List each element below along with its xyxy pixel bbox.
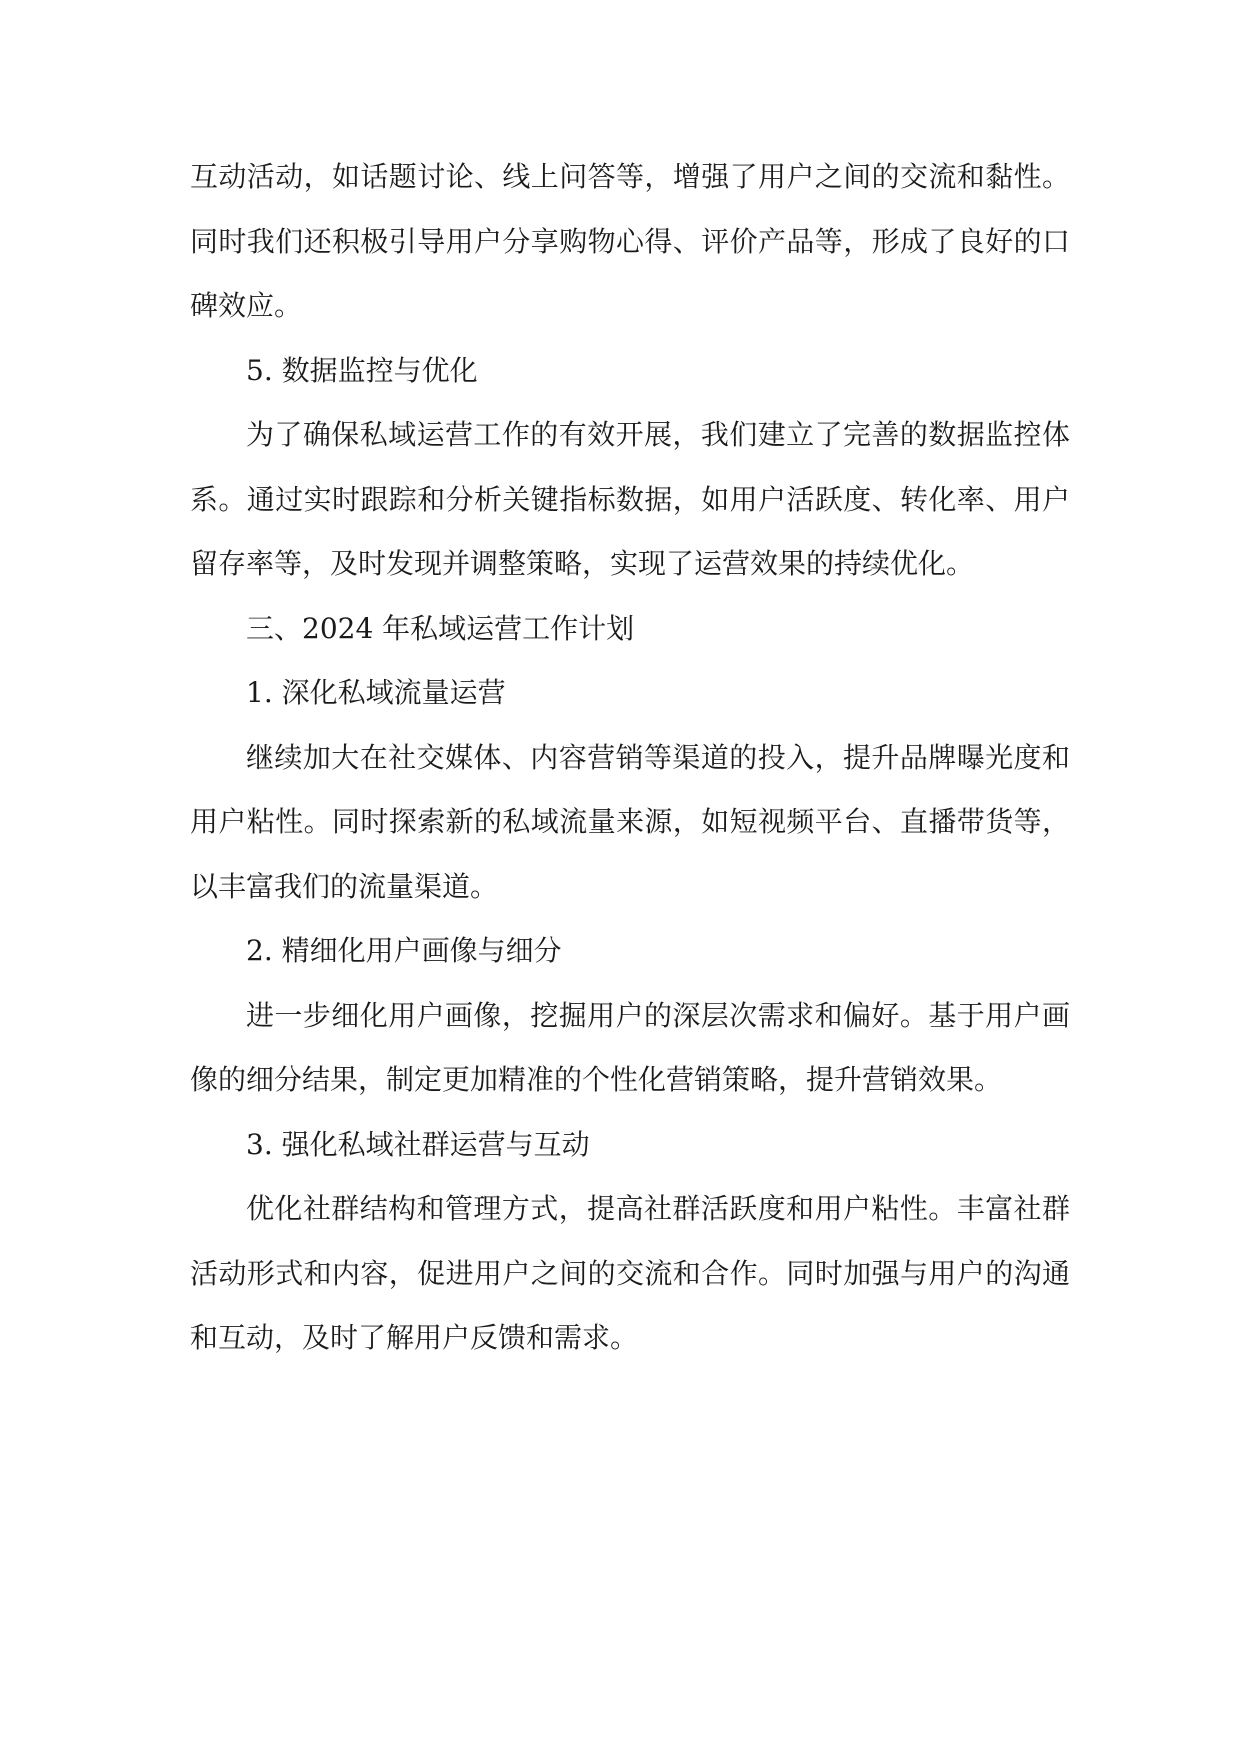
section-heading-data-monitoring: 5. 数据监控与优化 [246,353,478,387]
document-body [190,145,1070,1371]
paragraph-user-profile: 进一步细化用户画像，挖掘用户的深层次需求和偏好。基于用户画像的细分结果，制定更加精准的个性化营销策略，提升营销效果。 [190,998,1070,1096]
section-heading-user-profile: 2. 精细化用户画像与细分 [246,934,562,967]
chapter-heading-2024-plan: 三、2024 年私域运营工作计划 [246,611,635,645]
paragraph-data-monitoring: 为了确保私域运营工作的有效开展，我们建立了完善的数据监控体系。通过实时跟踪和分析关键指标数据，如用户活跃度、转化率、用户留存率等，及时发现并调整策略，实现了运营效果的持续优化。 [190,418,1070,580]
section-heading-deepen-traffic: 1. 深化私域流量运营 [246,676,506,709]
paragraph-continued-interaction: 互动活动，如话题讨论、线上问答等，增强了用户之间的交流和黏性。同时我们还积极引导用户分享购物心得、评价产品等，形成了良好的口碑效应。 [190,160,1070,322]
paragraph-deepen-traffic: 继续加大在社交媒体、内容营销等渠道的投入，提升品牌曝光度和用户粘性。同时探索新的私域流量来源，如短视频平台、直播带货等，以丰富我们的流量渠道。 [190,740,1070,903]
paragraph-community: 优化社群结构和管理方式，提高社群活跃度和用户粘性。丰富社群活动形式和内容，促进用户之间的交流和合作。同时加强与用户的沟通和互动，及时了解用户反馈和需求。 [190,1192,1070,1354]
section-heading-community: 3. 强化私域社群运营与互动 [246,1127,590,1161]
